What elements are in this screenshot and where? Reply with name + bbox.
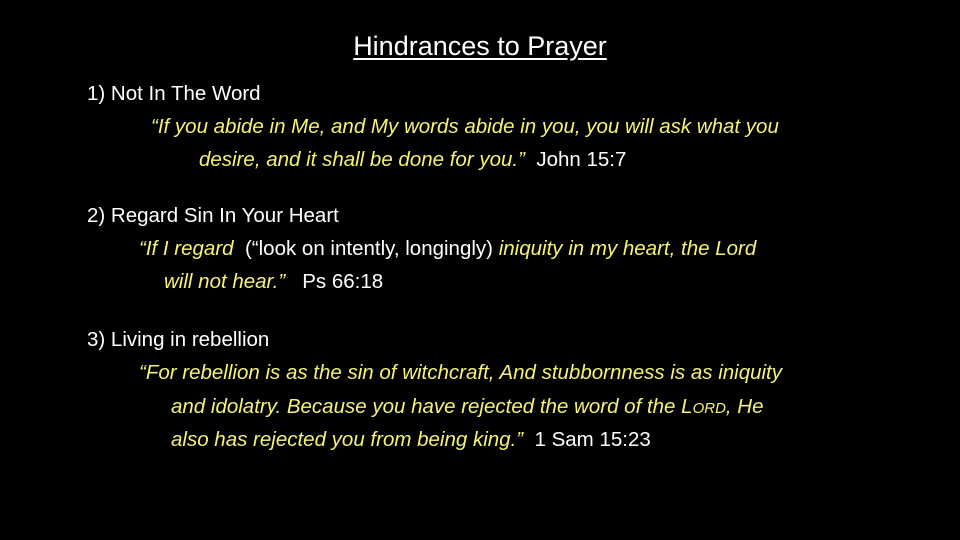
point-3-quote-end: also has rejected you from being king.” — [171, 428, 524, 451]
point-3-reference: 1 Sam 15:23 — [534, 428, 651, 451]
point-3-quote-line-2-text: and idolatry. Because you have rejected the word of the L — [171, 395, 693, 418]
slide-title: Hindrances to Prayer — [353, 31, 607, 61]
point-2-quote-start: “If I regard — [139, 237, 234, 260]
point-2-quote-line-2 — [164, 270, 383, 294]
point-3-heading: 3) Living in rebellion — [87, 328, 270, 351]
point-3-quote-line-2 — [171, 395, 764, 421]
point-1-quote-line-2 — [199, 148, 626, 172]
point-2-quote-mid: iniquity in my heart, the Lord — [498, 237, 757, 260]
point-2-quote-line-1 — [139, 237, 756, 261]
point-3-quote-line-1: “For rebellion is as the sin of witchcraft, And stubbornness is as iniquity — [139, 361, 783, 384]
point-1-heading: 1) Not In The Word — [87, 82, 261, 105]
lord-small-caps-text: ORD — [692, 400, 726, 417]
point-3-quote-line-3 — [171, 428, 651, 452]
point-2-definition: (“look on intently, longingly) — [244, 237, 493, 260]
point-3-quote-line-2-end: , He — [725, 395, 764, 418]
point-2-heading: 2) Regard Sin In Your Heart — [87, 204, 339, 227]
point-2-reference: Ps 66:18 — [302, 270, 384, 293]
lord-small-caps — [693, 395, 726, 418]
point-1-reference: John 15:7 — [536, 148, 627, 171]
point-1-quote-end: desire, and it shall be done for you.” — [199, 148, 525, 171]
point-2-quote-end: will not hear.” — [164, 270, 286, 293]
point-1-quote-line-1: “If you abide in Me, and My words abide in you, you will ask what you — [151, 115, 779, 138]
